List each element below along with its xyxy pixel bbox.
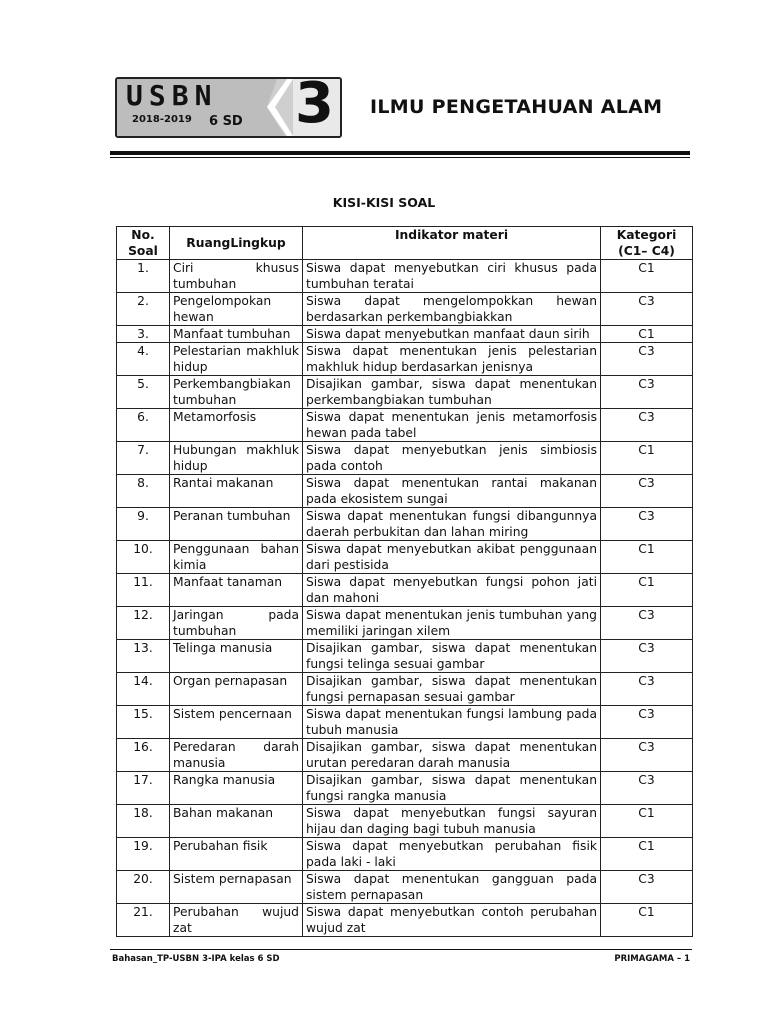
cell-ruang-lingkup: Sistem pernapasan	[170, 871, 303, 904]
cell-indikator: Siswa dapat menentukan jenis pelestarian makhluk hidup berdasarkan jenisnya	[303, 343, 601, 376]
cell-kategori: C1	[601, 838, 693, 871]
cell-ruang-lingkup: Peredaran darah manusia	[170, 739, 303, 772]
cell-indikator: Siswa dapat menentukan rantai makanan pada ekosistem sungai	[303, 475, 601, 508]
table-row	[117, 574, 693, 607]
table-row	[117, 838, 693, 871]
cell-kategori: C1	[601, 326, 693, 343]
table-row	[117, 706, 693, 739]
cell-indikator: Disajikan gambar, siswa dapat menentukan fungsi telinga sesuai gambar	[303, 640, 601, 673]
cell-indikator: Disajikan gambar, siswa dapat menentukan fungsi rangka manusia	[303, 772, 601, 805]
header-no-soal: No. Soal	[117, 227, 170, 260]
cell-kategori: C1	[601, 442, 693, 475]
table-row	[117, 904, 693, 937]
logo-grade: 6 SD	[209, 114, 243, 129]
header-kategori: Kategori (C1– C4)	[601, 227, 693, 260]
cell-no-soal: 5.	[117, 376, 170, 409]
table-row	[117, 805, 693, 838]
cell-no-soal: 12.	[117, 607, 170, 640]
cell-indikator: Siswa dapat menentukan jenis tumbuhan yang memiliki jaringan xilem	[303, 607, 601, 640]
cell-indikator: Siswa dapat menentukan fungsi lambung pada tubuh manusia	[303, 706, 601, 739]
cell-indikator: Siswa dapat menentukan gangguan pada sistem pernapasan	[303, 871, 601, 904]
cell-ruang-lingkup: Manfaat tumbuhan	[170, 326, 303, 343]
cell-kategori: C1	[601, 805, 693, 838]
document-title: KISI-KISI SOAL	[332, 195, 436, 210]
cell-indikator: Siswa dapat mengelompokkan hewan berdasarkan perkembangbiakkan	[303, 293, 601, 326]
kisi-table	[116, 226, 693, 937]
cell-kategori: C3	[601, 673, 693, 706]
table-row	[117, 772, 693, 805]
table-row	[117, 475, 693, 508]
cell-no-soal: 20.	[117, 871, 170, 904]
cell-no-soal: 16.	[117, 739, 170, 772]
cell-ruang-lingkup: Jaringan pada tumbuhan	[170, 607, 303, 640]
cell-indikator: Siswa dapat menyebutkan jenis simbiosis pada contoh	[303, 442, 601, 475]
cell-kategori: C3	[601, 293, 693, 326]
header-indikator: Indikator materi	[303, 227, 601, 260]
cell-no-soal: 13.	[117, 640, 170, 673]
cell-kategori: C3	[601, 409, 693, 442]
cell-indikator: Siswa dapat menyebutkan perubahan fisik pada laki - laki	[303, 838, 601, 871]
footer-left-text: Bahasan_TP-USBN 3-IPA kelas 6 SD	[112, 954, 280, 964]
table-header-row	[117, 227, 693, 260]
cell-no-soal: 2.	[117, 293, 170, 326]
table-row	[117, 343, 693, 376]
cell-no-soal: 21.	[117, 904, 170, 937]
cell-indikator: Disajikan gambar, siswa dapat menentukan fungsi pernapasan sesuai gambar	[303, 673, 601, 706]
header-ruang-lingkup: RuangLingkup	[170, 227, 303, 260]
cell-ruang-lingkup: Organ pernapasan	[170, 673, 303, 706]
cell-kategori: C3	[601, 706, 693, 739]
table-row	[117, 376, 693, 409]
header-rule-thick	[110, 151, 690, 155]
cell-ruang-lingkup: Telinga manusia	[170, 640, 303, 673]
logo-number: 3	[295, 77, 334, 136]
cell-no-soal: 14.	[117, 673, 170, 706]
cell-kategori: C3	[601, 343, 693, 376]
cell-indikator: Siswa dapat menyebutkan akibat penggunaan dari pestisida	[303, 541, 601, 574]
cell-no-soal: 18.	[117, 805, 170, 838]
cell-ruang-lingkup: Bahan makanan	[170, 805, 303, 838]
cell-kategori: C3	[601, 508, 693, 541]
logo-word: USBN	[126, 79, 218, 112]
cell-indikator: Siswa dapat menentukan fungsi dibangunnya daerah perbukitan dan lahan miring	[303, 508, 601, 541]
cell-indikator: Siswa dapat menyebutkan manfaat daun sirih	[303, 326, 601, 343]
cell-kategori: C1	[601, 574, 693, 607]
table-row	[117, 541, 693, 574]
cell-no-soal: 7.	[117, 442, 170, 475]
cell-kategori: C3	[601, 475, 693, 508]
cell-ruang-lingkup: Hubungan makhluk hidup	[170, 442, 303, 475]
table-row	[117, 739, 693, 772]
cell-kategori: C3	[601, 376, 693, 409]
cell-no-soal: 17.	[117, 772, 170, 805]
cell-kategori: C1	[601, 260, 693, 293]
cell-kategori: C3	[601, 772, 693, 805]
table-row	[117, 409, 693, 442]
cell-indikator: Siswa dapat menyebutkan contoh perubahan wujud zat	[303, 904, 601, 937]
table-row	[117, 871, 693, 904]
cell-ruang-lingkup: Peranan tumbuhan	[170, 508, 303, 541]
cell-indikator: Disajikan gambar, siswa dapat menentukan urutan peredaran darah manusia	[303, 739, 601, 772]
cell-kategori: C3	[601, 871, 693, 904]
cell-no-soal: 19.	[117, 838, 170, 871]
cell-ruang-lingkup: Perkembangbiakan tumbuhan	[170, 376, 303, 409]
cell-no-soal: 6.	[117, 409, 170, 442]
cell-kategori: C3	[601, 640, 693, 673]
table-row	[117, 442, 693, 475]
footer-rule	[110, 949, 692, 950]
table-row	[117, 293, 693, 326]
cell-indikator: Siswa dapat menyebutkan fungsi sayuran hijau dan daging bagi tubuh manusia	[303, 805, 601, 838]
cell-no-soal: 1.	[117, 260, 170, 293]
cell-indikator: Siswa dapat menyebutkan fungsi pohon jati dan mahoni	[303, 574, 601, 607]
page-heading: ILMU PENGETAHUAN ALAM	[370, 96, 663, 118]
table-row	[117, 508, 693, 541]
usbn-logo	[115, 77, 342, 138]
cell-ruang-lingkup: Sistem pencernaan	[170, 706, 303, 739]
cell-indikator: Disajikan gambar, siswa dapat menentukan perkembangbiakan tumbuhan	[303, 376, 601, 409]
cell-no-soal: 8.	[117, 475, 170, 508]
cell-kategori: C1	[601, 541, 693, 574]
table-row	[117, 673, 693, 706]
cell-indikator: Siswa dapat menyebutkan ciri khusus pada tumbuhan teratai	[303, 260, 601, 293]
table-row	[117, 607, 693, 640]
table-body	[117, 260, 693, 937]
table-row	[117, 260, 693, 293]
cell-no-soal: 3.	[117, 326, 170, 343]
cell-no-soal: 4.	[117, 343, 170, 376]
cell-kategori: C3	[601, 739, 693, 772]
cell-ruang-lingkup: Rangka manusia	[170, 772, 303, 805]
cell-no-soal: 11.	[117, 574, 170, 607]
cell-kategori: C1	[601, 904, 693, 937]
table-row	[117, 326, 693, 343]
cell-ruang-lingkup: Penggunaan bahan kimia	[170, 541, 303, 574]
cell-ruang-lingkup: Manfaat tanaman	[170, 574, 303, 607]
cell-kategori: C3	[601, 607, 693, 640]
cell-no-soal: 10.	[117, 541, 170, 574]
header-rule-thin	[110, 157, 690, 158]
logo-year: 2018-2019	[132, 114, 192, 125]
cell-ruang-lingkup: Perubahan wujud zat	[170, 904, 303, 937]
cell-ruang-lingkup: Rantai makanan	[170, 475, 303, 508]
cell-no-soal: 9.	[117, 508, 170, 541]
footer-right-text: PRIMAGAMA – 1	[614, 954, 690, 964]
cell-ruang-lingkup: Pengelompokan hewan	[170, 293, 303, 326]
cell-indikator: Siswa dapat menentukan jenis metamorfosis hewan pada tabel	[303, 409, 601, 442]
cell-ruang-lingkup: Pelestarian makhluk hidup	[170, 343, 303, 376]
cell-ruang-lingkup: Ciri khusus tumbuhan	[170, 260, 303, 293]
cell-ruang-lingkup: Metamorfosis	[170, 409, 303, 442]
cell-no-soal: 15.	[117, 706, 170, 739]
table-row	[117, 640, 693, 673]
cell-ruang-lingkup: Perubahan fisik	[170, 838, 303, 871]
